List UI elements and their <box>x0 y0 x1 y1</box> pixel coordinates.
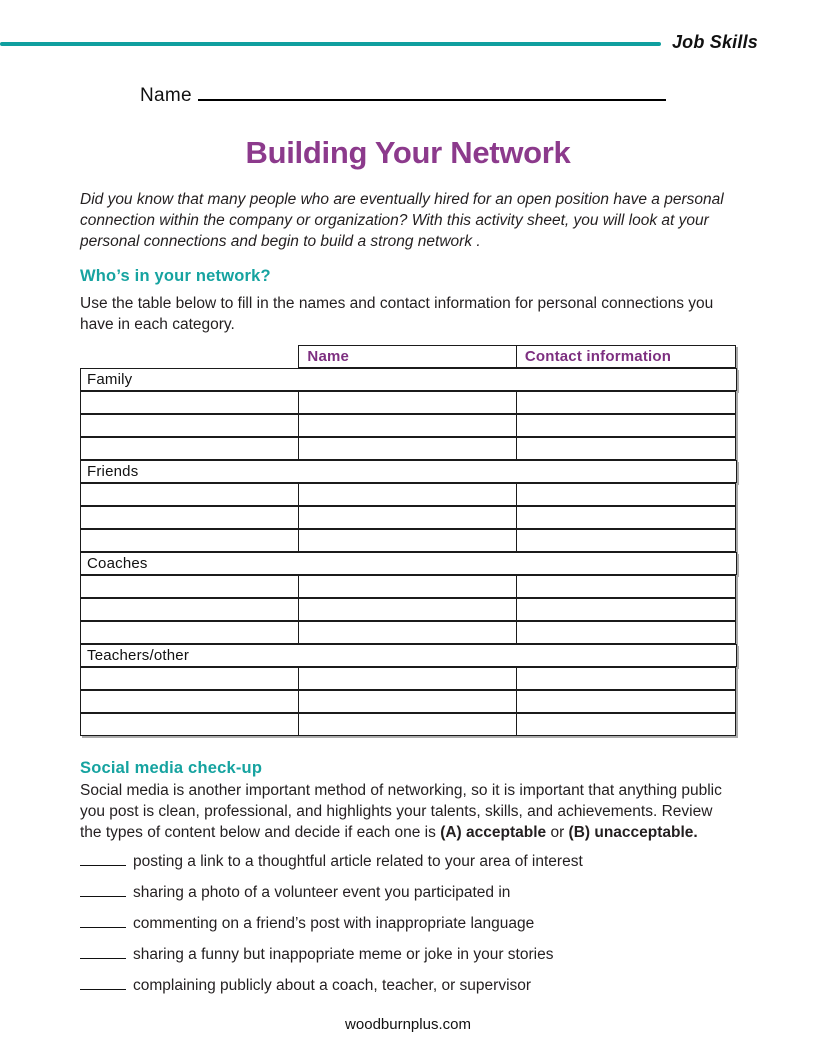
table-cell[interactable] <box>516 391 736 414</box>
table-cell[interactable] <box>80 598 300 621</box>
category-label: Family <box>80 368 737 391</box>
table-cell[interactable] <box>298 690 517 713</box>
list-item <box>80 882 740 913</box>
answer-blank[interactable] <box>80 913 126 928</box>
table-row <box>80 667 737 690</box>
table-cell[interactable] <box>80 713 300 736</box>
section-heading-social-media: Social media check-up <box>80 759 263 777</box>
table-cell[interactable] <box>516 713 736 736</box>
table-cell[interactable] <box>298 437 517 460</box>
table-cell[interactable] <box>80 575 300 598</box>
table-row <box>80 437 737 460</box>
table-cell[interactable] <box>298 483 517 506</box>
table-cell[interactable] <box>80 690 300 713</box>
table-row <box>80 713 737 736</box>
teal-rule <box>0 42 661 46</box>
table-row <box>80 483 737 506</box>
table-row <box>80 506 737 529</box>
table-cell[interactable] <box>298 529 517 552</box>
answer-blank[interactable] <box>80 882 126 897</box>
checklist <box>80 851 740 1006</box>
category-label: Friends <box>80 460 737 483</box>
footer-url: woodburnplus.com <box>345 1016 471 1033</box>
category-row-teachers-other <box>80 644 737 667</box>
table-row <box>80 414 737 437</box>
body-text: or <box>546 824 569 841</box>
table-cell[interactable] <box>516 529 736 552</box>
table-row <box>80 391 737 414</box>
table-cell[interactable] <box>516 506 736 529</box>
category-row-friends <box>80 460 737 483</box>
name-row <box>140 80 666 107</box>
table-cell[interactable] <box>80 391 300 414</box>
category-label: Coaches <box>80 552 737 575</box>
body-text: Social media is another important method of networking, so it is important that anything public you post is clean, professional, and highlights your talents, skills, and achievements. Review the types of content below and decide if each one is <box>80 782 722 841</box>
answer-blank[interactable] <box>80 851 126 866</box>
intro-text: Did you know that many people who are eventually hired for an open position have a personal connection within the company or organization? With this activity sheet, you will look at your personal connections and begin to build a strong network . <box>80 191 724 250</box>
item-text: sharing a photo of a volunteer event you participated in <box>133 884 511 901</box>
table-cell[interactable] <box>298 414 517 437</box>
table-cell[interactable] <box>298 391 517 414</box>
answer-blank[interactable] <box>80 944 126 959</box>
table-cell[interactable] <box>516 598 736 621</box>
table-cell[interactable] <box>516 483 736 506</box>
name-input-line[interactable] <box>198 80 666 101</box>
table-cell[interactable] <box>80 621 300 644</box>
table-cell[interactable] <box>516 575 736 598</box>
item-text: posting a link to a thoughtful article related to your area of interest <box>133 853 583 870</box>
table-cell[interactable] <box>298 713 517 736</box>
item-text: complaining publicly about a coach, teacher, or supervisor <box>133 977 532 994</box>
column-header-contact: Contact information <box>516 345 736 368</box>
section-heading-network: Who’s in your network? <box>80 267 271 285</box>
table-cell[interactable] <box>516 414 736 437</box>
table-header-row <box>80 345 737 368</box>
item-text: commenting on a friend’s post with inappropriate language <box>133 915 535 932</box>
page-title: Building Your Network <box>245 135 571 170</box>
table-row <box>80 529 737 552</box>
table-cell[interactable] <box>80 529 300 552</box>
list-item <box>80 975 740 1006</box>
list-item <box>80 944 740 975</box>
category-label: Teachers/other <box>80 644 737 667</box>
bold-unacceptable: (B) unacceptable. <box>568 824 698 841</box>
table-cell[interactable] <box>80 483 300 506</box>
table-cell[interactable] <box>516 667 736 690</box>
table-cell[interactable] <box>516 437 736 460</box>
name-label: Name <box>140 85 192 106</box>
table-cell[interactable] <box>298 667 517 690</box>
table-header-spacer <box>80 345 300 368</box>
category-row-coaches <box>80 552 737 575</box>
table-row <box>80 575 737 598</box>
table-cell[interactable] <box>298 598 517 621</box>
section-body-network: Use the table below to fill in the names and contact information for personal connections you have in each category. <box>80 295 714 333</box>
banner-tag: Job Skills <box>671 32 758 52</box>
table-cell[interactable] <box>298 621 517 644</box>
answer-blank[interactable] <box>80 975 126 990</box>
column-header-name: Name <box>298 345 517 368</box>
bold-acceptable: (A) acceptable <box>440 824 547 841</box>
table-cell[interactable] <box>80 506 300 529</box>
category-row-family <box>80 368 737 391</box>
item-text: sharing a funny but inappopriate meme or joke in your stories <box>133 946 554 963</box>
section-body-social-media <box>80 780 732 843</box>
table-cell[interactable] <box>298 506 517 529</box>
table-cell[interactable] <box>80 414 300 437</box>
table-cell[interactable] <box>298 575 517 598</box>
table-cell[interactable] <box>80 667 300 690</box>
network-table <box>80 345 737 736</box>
table-row <box>80 690 737 713</box>
table-cell[interactable] <box>80 437 300 460</box>
table-cell[interactable] <box>516 621 736 644</box>
list-item <box>80 913 740 944</box>
list-item <box>80 851 740 882</box>
table-row <box>80 621 737 644</box>
table-cell[interactable] <box>516 690 736 713</box>
table-row <box>80 598 737 621</box>
